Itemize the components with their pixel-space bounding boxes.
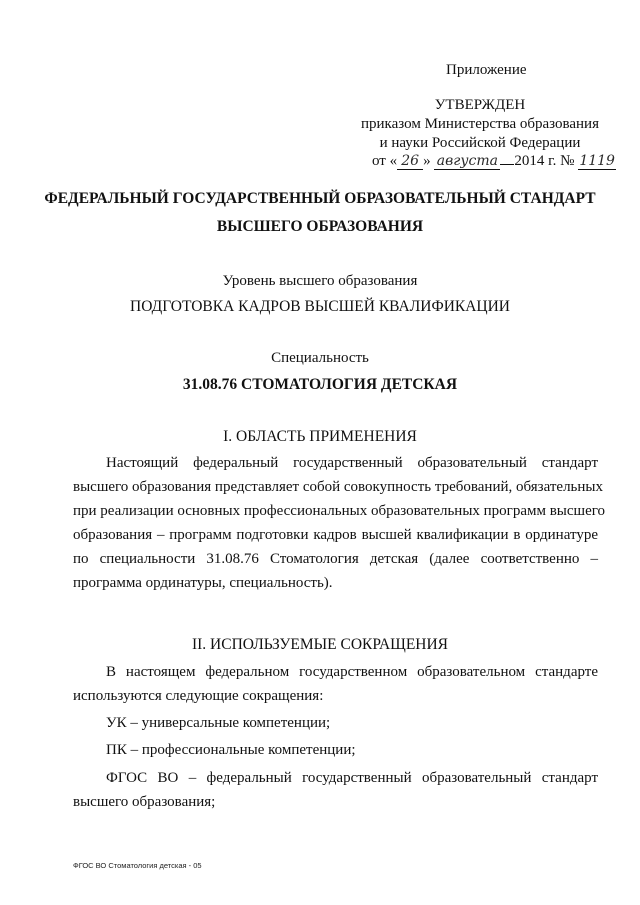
date-day-handwritten: 26 bbox=[397, 153, 423, 170]
paragraph-line: образования – программ подготовки кадров высшей квалификации в ординатуре bbox=[73, 527, 598, 543]
abbreviation-fgos bbox=[73, 766, 598, 814]
paragraph-line: программа ординатуры, специальность). bbox=[73, 575, 333, 591]
date-month-handwritten: августа bbox=[434, 153, 500, 170]
date-prefix: от « bbox=[372, 153, 398, 169]
section-2-heading: II. ИСПОЛЬЗУЕМЫЕ СОКРАЩЕНИЯ bbox=[191, 636, 449, 653]
paragraph-line: Настоящий федеральный государственный образовательный стандарт bbox=[106, 455, 598, 471]
order-line-2: и науки Российской Федерации bbox=[379, 135, 581, 151]
appendix-label: Приложение bbox=[446, 62, 527, 78]
level-value: ПОДГОТОВКА КАДРОВ ВЫСШЕЙ КВАЛИФИКАЦИИ bbox=[130, 298, 510, 315]
section-1-heading: I. ОБЛАСТЬ ПРИМЕНЕНИЯ bbox=[223, 428, 417, 445]
paragraph-line: высшего образования представляет собой совокупность требований, обязательных bbox=[73, 479, 603, 495]
level-label: Уровень высшего образования bbox=[222, 273, 418, 289]
document-title-line-1: ФЕДЕРАЛЬНЫЙ ГОСУДАРСТВЕННЫЙ ОБРАЗОВАТЕЛЬНЫЙ СТАНДАРТ bbox=[44, 190, 596, 207]
abbreviation-uk: УК – универсальные компетенции; bbox=[106, 715, 331, 731]
paragraph-line: В настоящем федеральном государственном образовательном стандарте bbox=[106, 664, 598, 680]
paragraph-line: ФГОС ВО – федеральный государственный образовательный стандарт bbox=[106, 770, 598, 786]
paragraph-line: используются следующие сокращения: bbox=[73, 688, 324, 704]
specialty-label: Специальность bbox=[271, 350, 369, 366]
page-footer: ФГОС ВО Стоматология детская - 05 bbox=[73, 861, 202, 870]
approval-block bbox=[360, 96, 600, 153]
approved-label: УТВЕРЖДЕН bbox=[434, 97, 526, 113]
date-year: 2014 г. № bbox=[514, 153, 575, 169]
specialty-value: 31.08.76 СТОМАТОЛОГИЯ ДЕТСКАЯ bbox=[182, 376, 458, 393]
underline-blank bbox=[500, 150, 514, 165]
section-1-paragraph bbox=[73, 451, 606, 595]
abbreviation-pk: ПК – профессиональные компетенции; bbox=[106, 742, 356, 758]
section-2-intro bbox=[73, 660, 598, 708]
order-line-1: приказом Министерства образования bbox=[361, 116, 599, 132]
date-mid: » bbox=[423, 153, 431, 169]
paragraph-line: при реализации основных профессиональных образовательных программ высшего bbox=[73, 503, 606, 519]
document-title-line-2: ВЫСШЕГО ОБРАЗОВАНИЯ bbox=[216, 218, 424, 235]
order-number-handwritten: 1119 bbox=[579, 153, 615, 169]
paragraph-line: по специальности 31.08.76 Стоматология детская (далее соответственно – bbox=[73, 551, 598, 567]
paragraph-line: высшего образования; bbox=[73, 794, 216, 810]
order-date-line bbox=[372, 150, 616, 170]
